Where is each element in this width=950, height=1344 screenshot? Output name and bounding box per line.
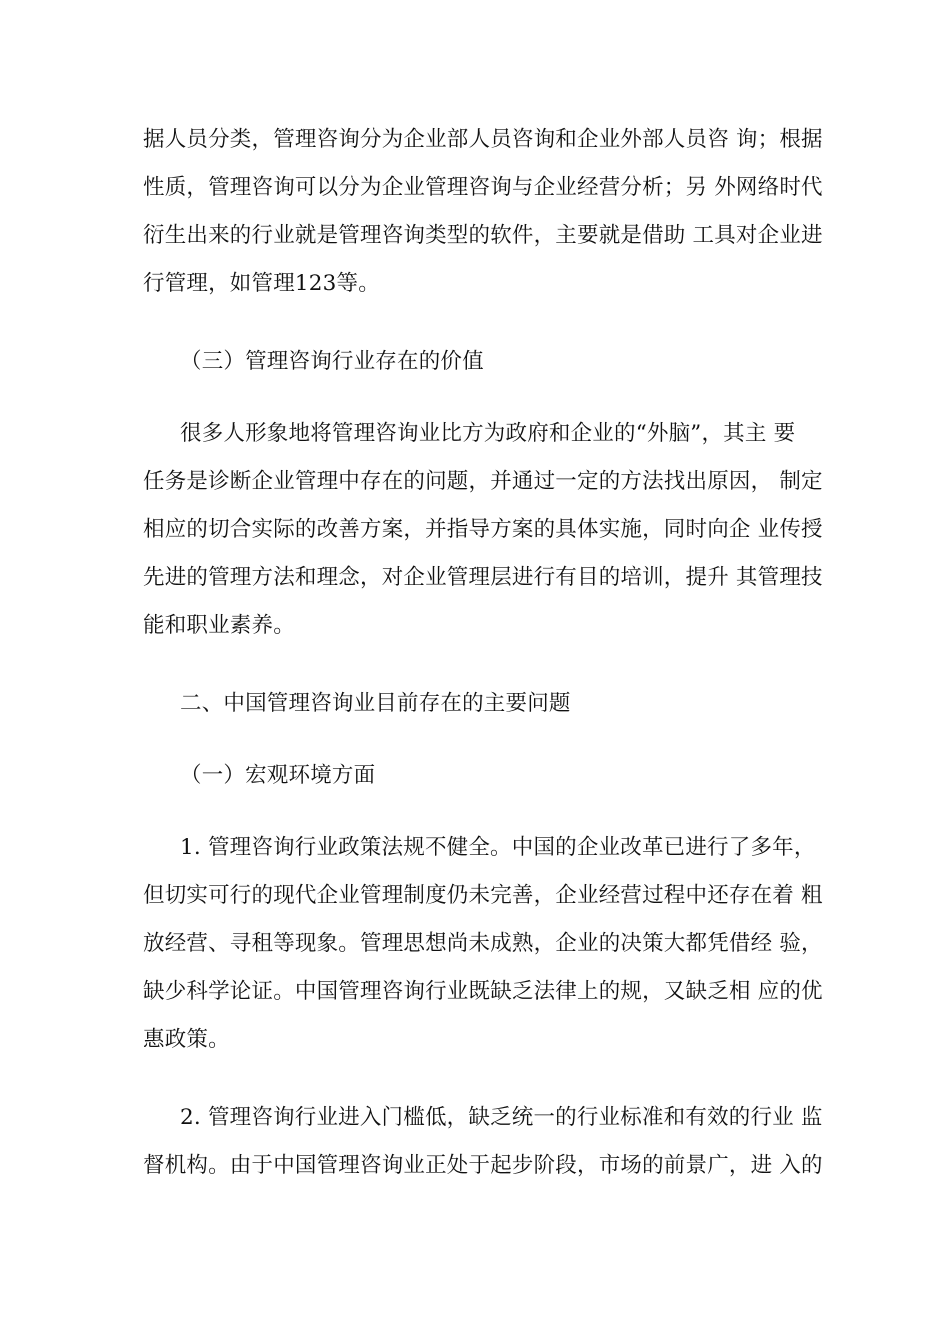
para-4-line-2: 督机构。由于中国管理咨询业正处于起步阶段，市场的前景广，进 入的 [143, 1153, 823, 1178]
chapter-heading-problems: 二、中国管理咨询业目前存在的主要问题 [180, 691, 571, 716]
para-2-line-2: 任务是诊断企业管理中存在的问题，并通过一定的方法找出原因， 制定 [143, 469, 823, 494]
para-1-line-4: 行管理，如管理123等。 [143, 271, 380, 296]
para-3-line-3: 放经营、寻租等现象。管理思想尚未成熟，企业的决策大都凭借经 验， [143, 931, 823, 956]
para-3-line-4: 缺少科学论证。中国管理咨询行业既缺乏法律上的规，又缺乏相 应的优 [143, 979, 823, 1004]
para-2-line-1: 很多人形象地将管理咨询业比方为政府和企业的“外脑”，其主 要 [180, 421, 796, 446]
para-2-line-4: 先进的管理方法和理念，对企业管理层进行有目的培训，提升 其管理技 [143, 565, 823, 590]
para-3-line-2: 但切实可行的现代企业管理制度仍未完善，企业经营过程中还存在着 粗 [143, 883, 823, 908]
para-1-line-3: 衍生出来的行业就是管理咨询类型的软件，主要就是借助 工具对企业进 [143, 223, 823, 248]
para-2-line-3: 相应的切合实际的改善方案，并指导方案的具体实施，同时向企 业传授 [143, 517, 823, 542]
para-2-line-5: 能和职业素养。 [143, 613, 295, 638]
section-heading-macro: （一）宏观环境方面 [180, 763, 376, 788]
section-heading-value: （三）管理咨询行业存在的价值 [180, 349, 484, 374]
para-1-line-1: 据人员分类，管理咨询分为企业部人员咨询和企业外部人员咨 询；根据 [143, 127, 823, 152]
para-1-line-2: 性质，管理咨询可以分为企业管理咨询与企业经营分析；另 外网络时代 [143, 175, 823, 200]
para-3-line-5: 惠政策。 [143, 1027, 230, 1052]
para-3-line-1: 1. 管理咨询行业政策法规不健全。中国的企业改革已进行了多年， [180, 835, 816, 860]
para-4-line-1: 2. 管理咨询行业进入门槛低，缺乏统一的行业标准和有效的行业 监 [180, 1105, 823, 1130]
